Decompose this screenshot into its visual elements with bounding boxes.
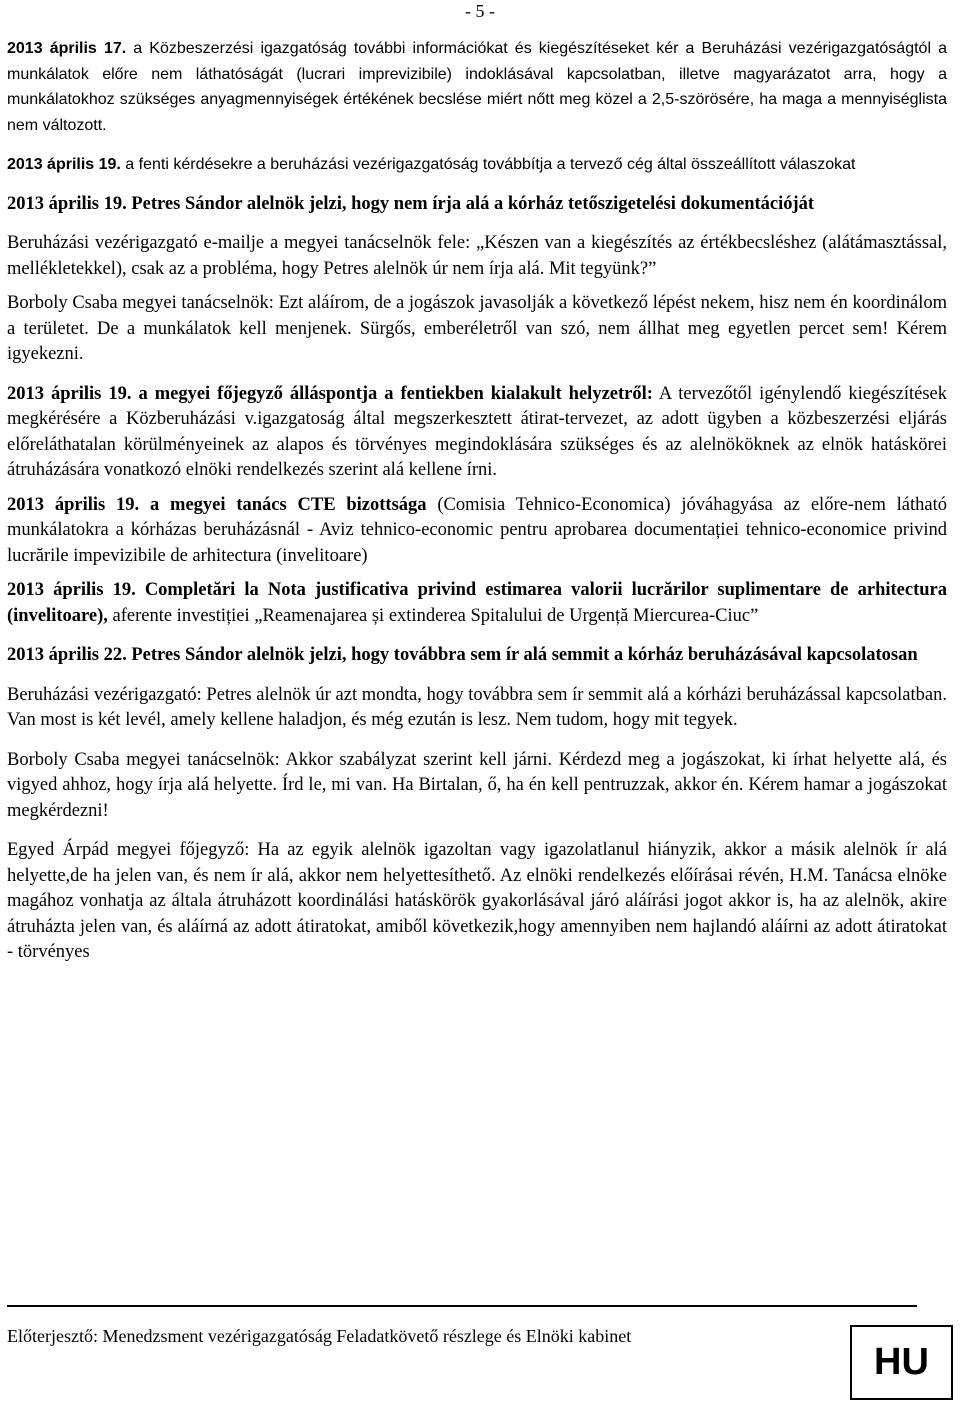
paragraph — [7, 748, 947, 825]
bold-text: 2013 április 19. Completări la Nota justificativa privind estimarea valorii lucrărilor suplimentare de arhitectura (invelitoare), — [7, 580, 947, 626]
text: aferente investiției „Reamenajarea și extinderea Spitalului de Urgență Miercurea-Ciuc” — [107, 605, 759, 626]
text: Beruházási vezérigazgató: Petres alelnök úr azt mondta, hogy továbbra sem ír semmit alá a kórházi beruházással kapcsolatban. Van most is két levél, amely kellene haladjon, és még ezután is lesz. Nem tudom, hogy mit tegyek. — [7, 684, 947, 730]
bold-text: 2013 április 19. a megyei főjegyző álláspontja a fentiekben kialakult helyzetről: — [7, 383, 653, 404]
paragraph — [7, 643, 947, 669]
document-body — [7, 36, 947, 980]
paragraph — [7, 683, 947, 734]
text: Egyed Árpád megyei főjegyző: Ha az egyik alelnök igazoltan vagy igazolatlanul hiányzik, akkor a másik alelnök ír alá helyette,de ha jelen van, és nem ír alá, akkor nem helyettesíthető. Az elnöki rendelkezés előírásai révén, H.M. Tanácsa elnöke magához vonhatja az általa átruházott koordinálási hatáskörök gyakorlásával járó aláírási jogot akkor is, ha az alelnök, akire átruházta jelen van, és aláírná az adott átiratokat, amiből következik,hogy amennyiben nem hajlandó aláírni az adott átiratokat - törvényes — [7, 840, 947, 962]
paragraph — [7, 578, 947, 629]
paragraph — [7, 382, 947, 484]
text: (Comisia Tehnico-Economica) jóváhagyása az előre-nem látható munkálatokra a kórházas beruházásnál - Aviz tehnico-economic pentru aprobarea documentației tehnico-economice privind lucrările impevizibile de arhitectura (invelitoare) — [7, 494, 947, 566]
text: A tervezőtől igénylendő kiegészítések megkérésére a Közberuházási v.igazgatoság által megszerkesztett átirat-tervezet, az adott ügyben a közbeszerzési eljárás előreláthatalan körülményeinek az alapos és törvényes megindoklására szükséges és az alelnököknek az elnök hatáskörei átruházására vonatkozó elnöki rendelkezés szerint alá kellene írni. — [7, 383, 947, 480]
text: Beruházási vezérigazgató e-mailje a megyei tanácselnök fele: „Készen van a kiegészítés az értékbecsléshez (alátámasztással, mellékletekkel), csak az a probléma, hogy Petres alelnök úr nem írja alá. Mit tegyünk?” — [7, 233, 947, 279]
paragraph — [7, 152, 947, 178]
paragraph — [7, 838, 947, 966]
bold-text: 2013 április 19. — [7, 156, 121, 173]
paragraph — [7, 36, 947, 138]
text: Borboly Csaba megyei tanácselnök: Akkor szabályzat szerint kell járni. Kérdezd meg a jogászokat, ki írhat helyette alá, és vigyed ahhoz, hogy írja alá helyette. Írd le, mi van. Ha Birtalan, ő, ha én kell pentruzzak, akkor én. Kérem hamar a jogászokat megkérdezni! — [7, 749, 947, 821]
paragraph — [7, 192, 947, 218]
footer-divider — [7, 1305, 917, 1307]
language-badge: HU — [850, 1325, 953, 1400]
text: a fenti kérdésekre a beruházási vezérigazgatóság továbbítja a tervező cég által összeállított válaszokat — [120, 156, 856, 173]
bold-text: 2013 április 17. — [7, 40, 127, 57]
bold-text: 2013 április 22. Petres Sándor alelnök jelzi, hogy továbbra sem ír alá semmit a kórház beruházásával kapcsolatosan — [7, 645, 918, 665]
text: a Közbeszerzési igazgatóság további információkat és kiegészítéseket kér a Beruházási vezérigazgatóságtól a munkálatok előre nem láthatóságát (lucrari imprevizibile) indoklásával kapcsolatban, illetve magyarázatot arra, hogy a munkálatokhoz szükséges anyagmennyiségek értékének becslése miért nőtt meg közel a 2,5-szörösére, ha maga a mennyiséglista nem változott. — [7, 40, 947, 134]
paragraph — [7, 231, 947, 282]
bold-text: 2013 április 19. Petres Sándor alelnök jelzi, hogy nem írja alá a kórház tetőszigetelési dokumentációját — [7, 193, 815, 214]
paragraph — [7, 493, 947, 570]
paragraph — [7, 291, 947, 368]
footer-text: Előterjesztő: Menedzsment vezérigazgatóság Feladatkövető részlege és Elnöki kabinet — [7, 1326, 632, 1346]
bold-text: 2013 április 19. a megyei tanács CTE bizottsága — [7, 494, 427, 515]
page-number: - 5 - — [465, 1, 495, 21]
text: Borboly Csaba megyei tanácselnök: Ezt aláírom, de a jogászok javasolják a következő lépést nekem, hisz nem én koordinálom a területet. De a munkálatok kell menjenek. Sürgős, emberéletről van szó, nem állhat meg egyetlen percet sem! Kérem igyekezni. — [7, 293, 947, 364]
